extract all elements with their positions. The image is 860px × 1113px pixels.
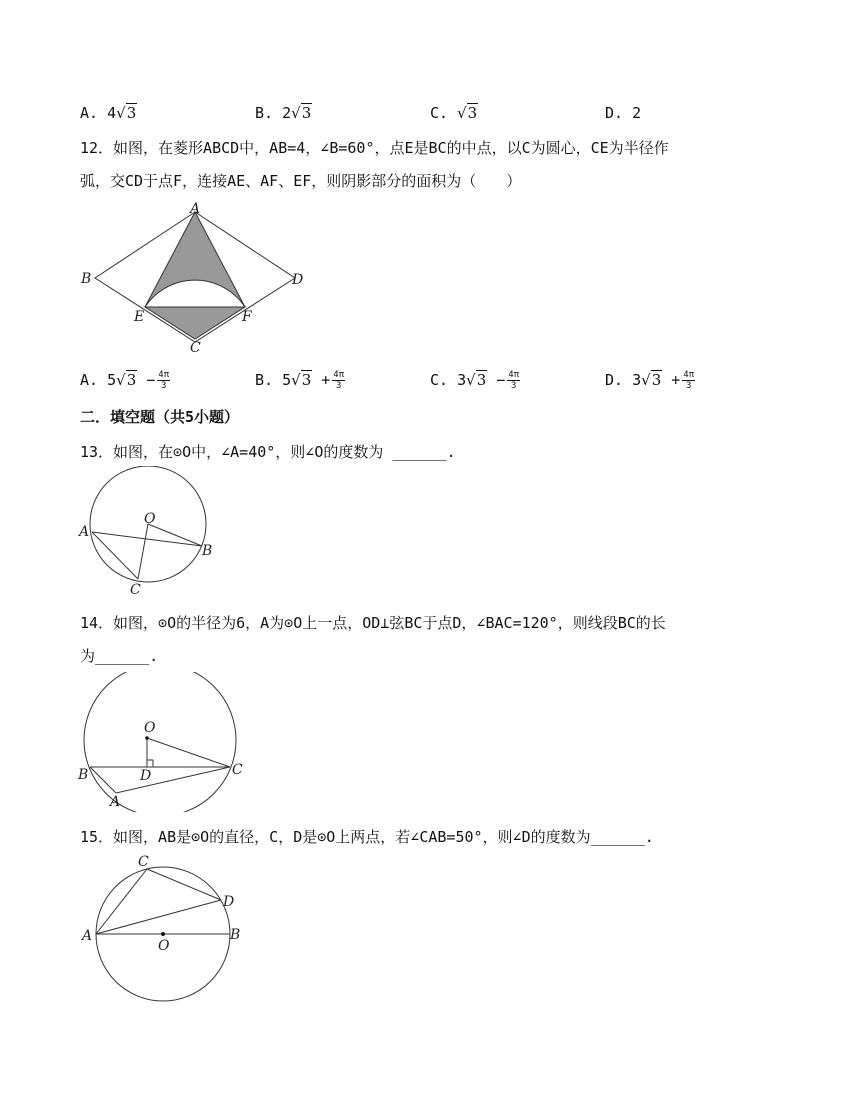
label-A: A (110, 794, 121, 810)
label-B: B (202, 543, 213, 559)
q13-circle-figure (76, 466, 226, 596)
label-C: C (190, 340, 201, 356)
label-F: F (242, 309, 252, 325)
q11-option-c: C. √3 (430, 104, 478, 122)
q11-option-b: B. 2√3 (255, 104, 312, 122)
shaded-region-lower (145, 307, 245, 339)
q12-option-b: B. 5√3 + $\frac{4\pi}{3}$ (255, 370, 345, 391)
q15-stem: 15．如图，AB是⊙O的直径，C，D是⊙O上两点，若∠CAB=50°，则∠D的度数为______. (80, 828, 654, 846)
label-C: C (130, 582, 141, 596)
label-A: A (82, 928, 93, 944)
circle-o (84, 672, 236, 812)
label-A: A (190, 201, 201, 217)
q14-stem-line1: 14．如图，⊙O的半径为6，A为⊙O上一点，OD⊥弦BC于点D，∠BAC=120°，则线段BC的长 (80, 614, 666, 632)
q12-rhombus-figure (78, 200, 318, 360)
label-C: C (138, 854, 149, 870)
label-D: D (292, 272, 304, 288)
q13-stem: 13．如图，在⊙O中，∠A=40°，则∠O的度数为 ______. (80, 443, 456, 461)
label-B: B (81, 271, 92, 287)
label-C: C (232, 762, 243, 778)
q12-stem-line1: 12．如图，在菱形ABCD中，AB=4，∠B=60°，点E是BC的中点，以C为圆心，CE为半径作 (80, 139, 669, 157)
label-B: B (78, 767, 89, 783)
label-O: O (144, 720, 156, 736)
q12-stem-line2: 弧，交CD于点F，连接AE、AF、EF，则阴影部分的面积为（ ） (80, 172, 522, 190)
q11-option-a: A. 4√3 (80, 104, 137, 122)
label-O: O (158, 938, 170, 954)
label-D: D (140, 768, 152, 784)
q14-circle-figure (76, 672, 246, 812)
label-B: B (230, 927, 241, 943)
q12-option-a: A. 5√3 − $\frac{4\pi}{3}$ (80, 370, 170, 391)
q15-circle-figure (76, 852, 251, 1002)
q14-stem-line2: 为______. (80, 647, 159, 665)
label-A: A (79, 524, 90, 540)
shaded-region-upper (145, 212, 245, 307)
label-D: D (223, 894, 235, 910)
q12-option-c: C. 3√3 − $\frac{4\pi}{3}$ (430, 370, 520, 391)
section-heading-fill-in: 二．填空题（共5小题） (80, 408, 240, 426)
q11-option-d: D. 2 (605, 104, 642, 122)
label-O: O (144, 511, 156, 527)
label-E: E (134, 309, 145, 325)
q12-option-d: D. 3√3 + $\frac{4\pi}{3}$ (605, 370, 695, 391)
